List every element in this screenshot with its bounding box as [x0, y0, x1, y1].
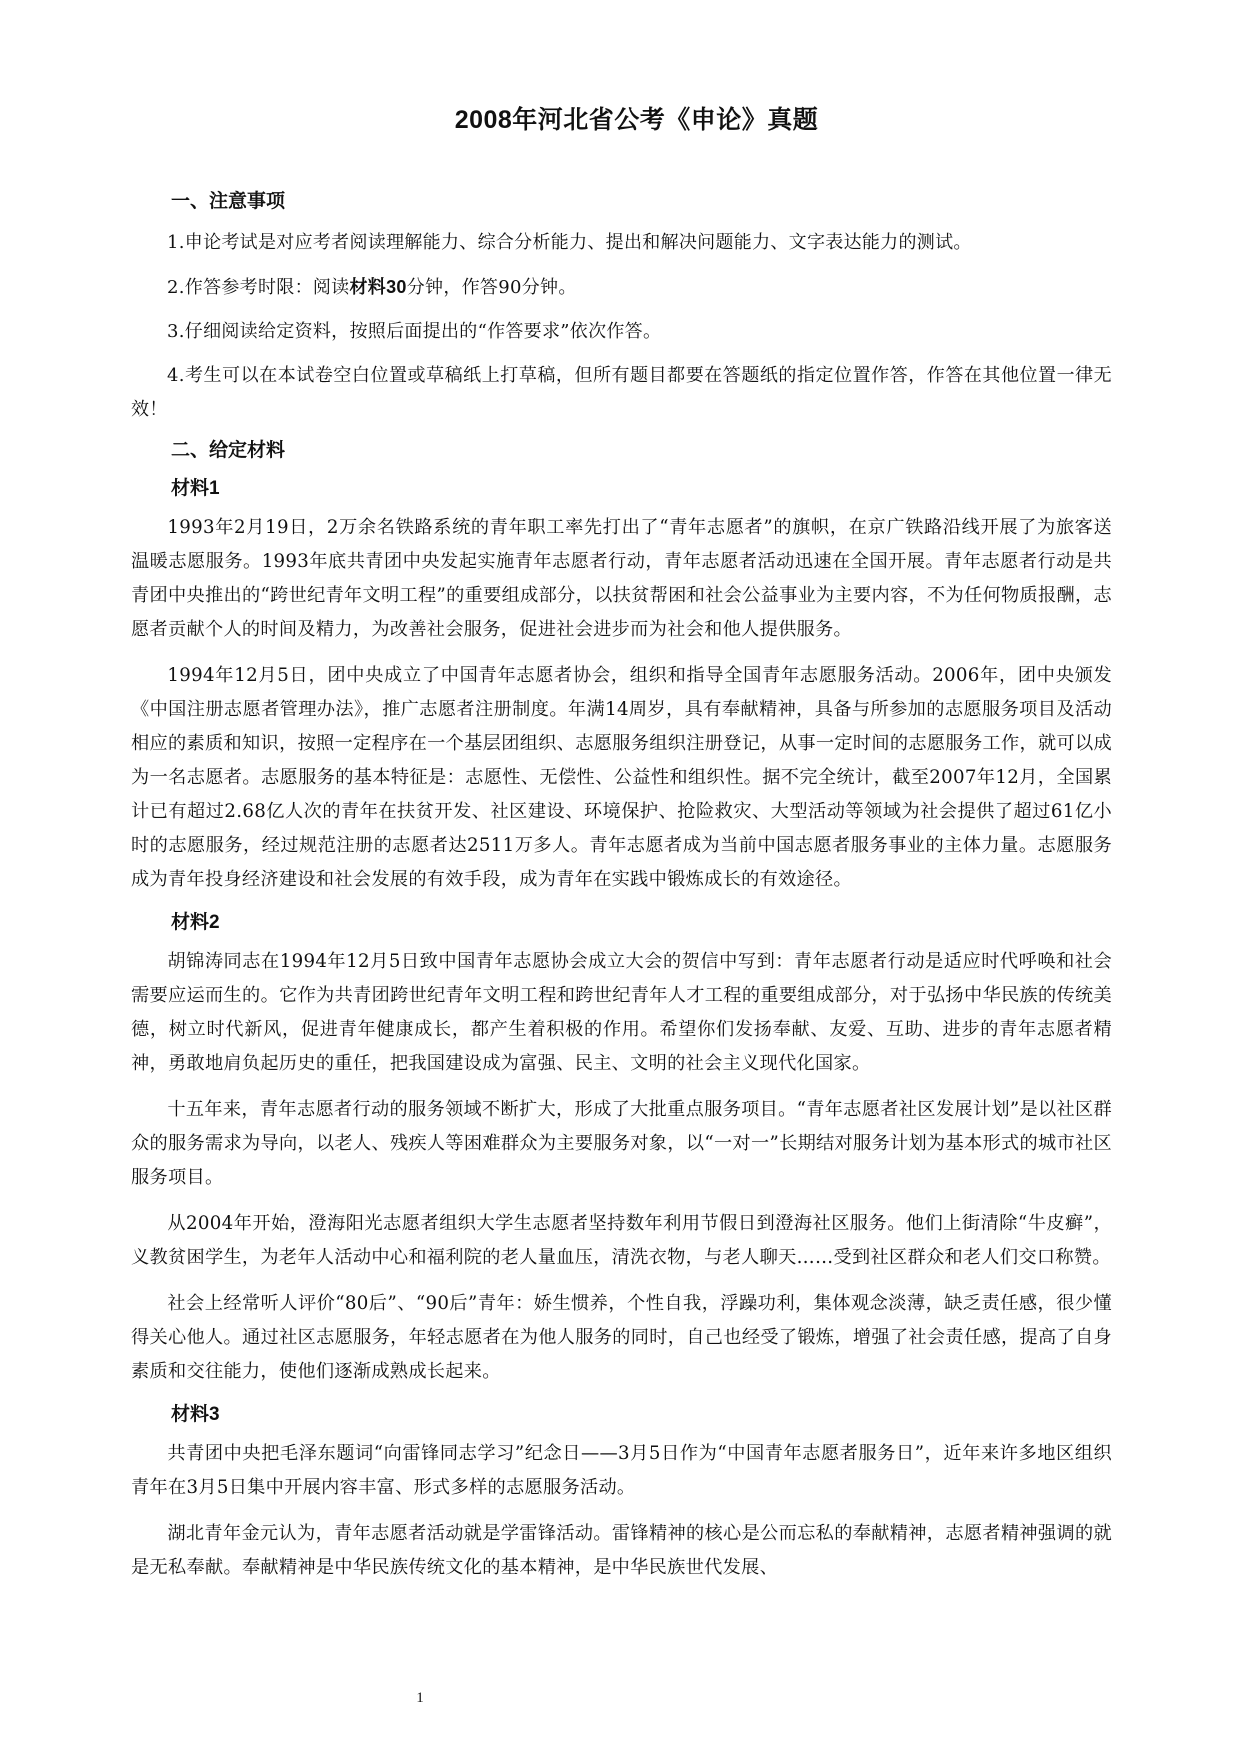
- material-1-label: 材料1: [171, 478, 220, 499]
- material-1-paragraph: 1993年2月19日，2万余名铁路系统的青年职工率先打出了“青年志愿者”的旗帜，在京广铁路沿线开展了为旅客送温暖志愿服务。1993年底共青团中央发起实施青年志愿者行动，青年志愿者活动迅速在全国开展。青年志愿者行动是共青团中央推出的“跨世纪青年文明工程”的重要组成部分，以扶贫帮困和社会公益事业为主要内容，不为任何物质报酬，志愿者贡献个人的时间及精力，为改善社会服务，促进社会进步而为社会和他人提供服务。: [131, 517, 1112, 640]
- material-2-paragraph: 胡锦涛同志在1994年12月5日致中国青年志愿协会成立大会的贺信中写到：青年志愿者行动是适应时代呼唤和社会需要应运而生的。它作为共青团跨世纪青年文明工程和跨世纪青年人才工程的重要组成部分，对于弘扬中华民族的传统美德，树立时代新风，促进青年健康成长，都产生着积极的作用。希望你们发扬奉献、友爱、互助、进步的青年志愿者精神，勇敢地肩负起历史的重任，把我国建设成为富强、民主、文明的社会主义现代化国家。: [131, 951, 1112, 1074]
- material-2-paragraph: 社会上经常听人评价“80后”、“90后”青年：娇生惯养，个性自我，浮躁功利，集体观念淡薄，缺乏责任感，很少懂得关心他人。通过社区志愿服务，年轻志愿者在为他人服务的同时，自己也经受了锻炼，增强了社会责任感，提高了自身素质和交往能力，使他们逐渐成熟成长起来。: [131, 1293, 1112, 1382]
- page-number-text: 1: [416, 1690, 424, 1706]
- material-2-paragraph: 从2004年开始，澄海阳光志愿者组织大学生志愿者坚持数年利用节假日到澄海社区服务。他们上街清除“牛皮癣”，义教贫困学生，为老年人活动中心和福利院的老人量血压，清洗衣物，与老人聊天……受到社区群众和老人们交口称赞。: [131, 1213, 1112, 1268]
- material-1-paragraph: 1994年12月5日，团中央成立了中国青年志愿者协会，组织和指导全国青年志愿服务活动。2006年，团中央颁发《中国注册志愿者管理办法》，推广志愿者注册制度。年满14周岁，具有奉献精神，具备与所参加的志愿服务项目及活动相应的素质和知识，按照一定程序在一个基层团组织、志愿服务组织注册登记，从事一定时间的志愿服务工作，就可以成为一名志愿者。志愿服务的基本特征是：志愿性、无偿性、公益性和组织性。据不完全统计，截至2007年12月，全国累计已有超过2.68亿人次的青年在扶贫开发、社区建设、环境保护、抢险救灾、大型活动等领域为社会提供了超过61亿小时的志愿服务，经过规范注册的志愿者达2511万多人。青年志愿者成为当前中国志愿者服务事业的主体力量。志愿服务成为青年投身经济建设和社会发展的有效手段，成为青年在实践中锻炼成长的有效途径。: [131, 665, 1112, 890]
- notice-item-2-bold: 材料30: [349, 277, 407, 297]
- notice-item-1: 1.申论考试是对应考者阅读理解能力、综合分析能力、提出和解决问题能力、文字表达能力的测试。: [167, 232, 972, 253]
- page-content: [131, 100, 1112, 1597]
- notice-item-3: 3.仔细阅读给定资料，按照后面提出的“作答要求”依次作答。: [167, 321, 662, 342]
- notice-item-2-prefix: 2.作答参考时限：阅读: [167, 277, 350, 298]
- section-heading-notice: 一、注意事项: [171, 191, 286, 212]
- notice-item-2-rest: 分钟，作答90分钟。: [406, 277, 577, 298]
- material-2-label: 材料2: [171, 912, 220, 933]
- page-title: 2008年河北省公考《申论》真题: [454, 106, 819, 134]
- notice-item-4: 4.考生可以在本试卷空白位置或草稿纸上打草稿，但所有题目都要在答题纸的指定位置作答，作答在其他位置一律无效！: [131, 365, 1112, 420]
- notice-item-2: [131, 270, 1112, 305]
- material-2-paragraph: 十五年来，青年志愿者行动的服务领域不断扩大，形成了大批重点服务项目。“青年志愿者社区发展计划”是以社区群众的服务需求为导向，以老人、残疾人等困难群众为主要服务对象，以“一对一”长期结对服务计划为基本形式的城市社区服务项目。: [131, 1099, 1112, 1188]
- section-heading-materials: 二、给定材料: [171, 440, 286, 461]
- page-number: [0, 1690, 1240, 1707]
- material-3-label: 材料3: [171, 1404, 220, 1425]
- material-3-paragraph: 湖北青年金元认为，青年志愿者活动就是学雷锋活动。雷锋精神的核心是公而忘私的奉献精神，志愿者精神强调的就是无私奉献。奉献精神是中华民族传统文化的基本精神，是中华民族世代发展、: [131, 1523, 1112, 1578]
- material-3-paragraph: 共青团中央把毛泽东题词“向雷锋同志学习”纪念日——3月5日作为“中国青年志愿者服务日”，近年来许多地区组织青年在3月5日集中开展内容丰富、形式多样的志愿服务活动。: [131, 1443, 1112, 1498]
